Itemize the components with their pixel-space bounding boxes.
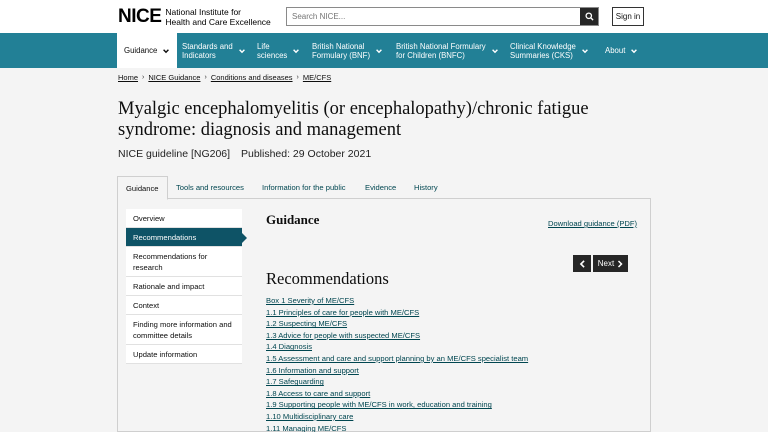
- list-item[interactable]: 1.1 Principles of care for people with ME/CFS: [266, 307, 420, 317]
- recommendations-heading: Recommendations: [266, 269, 389, 288]
- list-item[interactable]: 1.3 Advice for people with suspected ME/CFS: [266, 330, 421, 340]
- nav-item-label: About: [605, 46, 626, 55]
- tab-guidance[interactable]: Guidance: [117, 176, 168, 200]
- nav-line-1: Standards and: [182, 41, 233, 51]
- download-pdf-link[interactable]: Download guidance (PDF): [548, 219, 638, 228]
- sidebar-item-rationale[interactable]: Rationale and impact: [126, 277, 242, 296]
- site-header: [0, 0, 768, 33]
- breadcrumb-mecfs[interactable]: ME/CFS: [302, 73, 332, 82]
- tab-history[interactable]: History: [414, 183, 438, 192]
- tab-tools-and-resources[interactable]: Tools and resources: [176, 183, 244, 192]
- nav-line-1: British National: [312, 41, 365, 51]
- guidance-tabs: [117, 176, 651, 199]
- nav-item-label: [257, 42, 287, 60]
- sidebar-item-recommendations-for-research[interactable]: Recommendations for research: [126, 247, 242, 277]
- chapter-sidebar: [126, 209, 242, 364]
- guideline-id: NICE guideline [NG206]: [118, 148, 231, 160]
- main-nav: [0, 33, 768, 68]
- sidebar-item-update-information[interactable]: Update information: [126, 345, 242, 364]
- nav-item-standards[interactable]: [182, 33, 246, 68]
- sidebar-item-context[interactable]: Context: [126, 296, 242, 315]
- nav-line-2: Formulary (BNF): [312, 50, 371, 60]
- breadcrumb-nice-guidance[interactable]: NICE Guidance: [148, 73, 201, 82]
- next-label: Next: [597, 259, 615, 268]
- nav-item-label: [312, 42, 370, 60]
- nav-item-label: Guidance: [124, 46, 158, 55]
- previous-button[interactable]: [573, 255, 591, 272]
- chevron-down-icon: [375, 47, 383, 55]
- list-item[interactable]: 1.5 Assessment and care and support planning by an ME/CFS specialist team: [266, 353, 529, 363]
- chevron-left-icon: [579, 260, 586, 268]
- nav-item-label: [396, 42, 486, 60]
- chevron-right-icon: ›: [296, 74, 299, 81]
- nav-line-1: Life: [257, 41, 270, 51]
- next-button[interactable]: [593, 255, 628, 272]
- nav-item-label: [510, 42, 576, 60]
- nav-line-2: Indicators: [182, 50, 216, 60]
- nav-item-life-sciences[interactable]: [257, 33, 300, 68]
- nav-line-2: Summaries (CKS): [510, 50, 573, 60]
- list-item[interactable]: 1.4 Diagnosis: [266, 342, 313, 352]
- list-item[interactable]: 1.7 Safeguarding: [266, 377, 324, 387]
- chevron-right-icon: ›: [142, 74, 145, 81]
- published-date: Published: 29 October 2021: [240, 148, 372, 160]
- recommendations-list: [266, 295, 528, 432]
- sign-in-button[interactable]: Sign in: [612, 7, 644, 26]
- section-title: Guidance: [266, 212, 320, 227]
- chevron-down-icon: [162, 47, 170, 55]
- tab-evidence[interactable]: Evidence: [365, 183, 397, 192]
- sidebar-item-finding-more-information[interactable]: Finding more information and committee details: [126, 315, 242, 345]
- chevron-down-icon: [630, 47, 638, 55]
- guideline-meta: [118, 148, 371, 160]
- search-icon: [585, 12, 594, 21]
- nav-line-2: sciences: [257, 50, 288, 60]
- chevron-right-icon: [617, 260, 623, 268]
- list-item[interactable]: 1.2 Suspecting ME/CFS: [266, 319, 348, 329]
- list-item[interactable]: 1.8 Access to care and support: [266, 388, 371, 398]
- breadcrumb-conditions[interactable]: Conditions and diseases: [210, 73, 293, 82]
- chevron-down-icon: [238, 47, 246, 55]
- logo-wordmark: NICE: [118, 6, 162, 27]
- sidebar-item-recommendations[interactable]: Recommendations: [126, 228, 242, 247]
- logo-line-1: National Institute for: [165, 7, 242, 17]
- breadcrumb: [118, 73, 331, 82]
- list-item[interactable]: 1.10 Multidisciplinary care: [266, 411, 354, 421]
- list-item[interactable]: 1.9 Supporting people with ME/CFS in work, education and training: [266, 400, 492, 410]
- pagination: [573, 255, 628, 272]
- nice-logo[interactable]: [118, 6, 271, 28]
- nav-item-guidance[interactable]: [117, 33, 177, 68]
- nav-item-bnfc[interactable]: [396, 33, 499, 68]
- nav-item-about[interactable]: [605, 33, 638, 68]
- breadcrumb-home[interactable]: Home: [118, 73, 139, 82]
- chevron-down-icon: [292, 47, 300, 55]
- logo-line-2: Health and Care Excellence: [165, 17, 271, 27]
- nav-item-label: [182, 42, 233, 60]
- list-item[interactable]: 1.11 Managing ME/CFS: [266, 423, 347, 432]
- chevron-down-icon: [491, 47, 499, 55]
- chevron-down-icon: [581, 47, 589, 55]
- nav-item-bnf[interactable]: [312, 33, 383, 68]
- list-item[interactable]: 1.6 Information and support: [266, 365, 359, 375]
- nav-line-1: British National Formulary: [396, 41, 486, 51]
- search-input[interactable]: [287, 8, 581, 25]
- list-item[interactable]: Box 1 Severity of ME/CFS: [266, 296, 355, 305]
- nav-line-1: Clinical Knowledge: [510, 41, 576, 51]
- page-title: Myalgic encephalomyelitis (or encephalopathy)/chronic fatigue syndrome: diagnosis and management: [118, 99, 589, 140]
- chevron-right-icon: ›: [204, 74, 207, 81]
- tab-information-for-public[interactable]: Information for the public: [262, 183, 346, 192]
- nav-line-2: for Children (BNFC): [396, 50, 465, 60]
- sidebar-item-overview[interactable]: Overview: [126, 209, 242, 228]
- search-box: [286, 7, 599, 26]
- nav-item-cks[interactable]: [510, 33, 589, 68]
- logo-text: [165, 7, 270, 27]
- search-button[interactable]: [580, 8, 598, 25]
